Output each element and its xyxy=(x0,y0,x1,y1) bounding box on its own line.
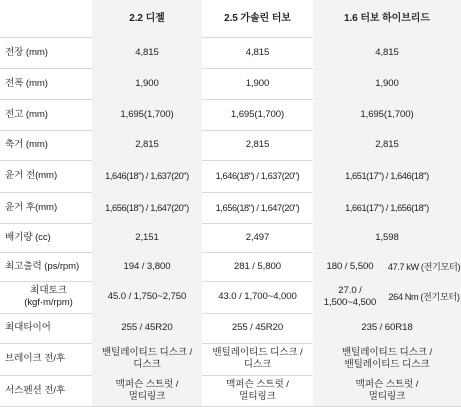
row-label: 축거 (mm) xyxy=(5,139,48,150)
cell-line: 맥퍼슨 스트럿 / xyxy=(355,378,419,390)
cell-value: 4,815 xyxy=(245,46,270,58)
cell-line: 디스크 xyxy=(243,359,272,370)
cell-value: 1,646(18") / 1,637(20") xyxy=(215,171,300,181)
header-blank xyxy=(0,0,92,37)
row-label: 서스펜션 전/후 xyxy=(5,384,66,396)
cell-value: 235 / 60R18 xyxy=(313,313,461,343)
cell-value: 2,151 xyxy=(92,223,202,252)
cell-value-motor: 264 Nm (전기모터) xyxy=(387,281,461,313)
row-label: 최고출력 (ps/rpm) xyxy=(5,260,80,272)
cell-value: 1,900 xyxy=(313,68,461,99)
cell-value: 2,815 xyxy=(92,130,202,160)
cell-value: 2,815 xyxy=(313,130,461,160)
cell-line: 디스크 xyxy=(133,359,161,370)
cell-value: 255 / 45R20 xyxy=(92,313,202,343)
cell-line: 밴틸레이티드 디스크 / xyxy=(212,347,303,358)
cell-value: 2,497 xyxy=(245,231,270,243)
cell-value: 1,900 xyxy=(245,77,270,89)
table-row xyxy=(0,68,461,100)
table-row xyxy=(0,375,461,407)
table-row xyxy=(0,99,461,131)
cell-value-engine xyxy=(313,281,387,313)
cell-value-engine: 180 / 5,500 xyxy=(313,252,387,281)
cell-line: 1,500~4,500 xyxy=(323,297,377,308)
table-header xyxy=(0,0,461,38)
cell-value: 2,815 xyxy=(245,139,270,150)
header-diesel: 2.2 디젤 xyxy=(92,0,202,37)
row-label: 전고 (mm) xyxy=(5,108,48,120)
row-label: 최대토크 (kgf·m/rpm) xyxy=(24,285,73,308)
cell-value: 1,900 xyxy=(92,68,202,99)
cell-line: 맥퍼슨 스트럿 / xyxy=(226,378,289,390)
header-turbo-hybrid: 1.6 터보 하이브리드 xyxy=(313,0,461,37)
cell-value: 1,656(18") / 1,647(20") xyxy=(92,192,202,223)
row-label: 윤거 후(mm) xyxy=(5,201,58,213)
table-row xyxy=(0,37,461,69)
cell-value: 1,598 xyxy=(313,223,461,252)
cell-value: 1,695(1,700) xyxy=(92,99,202,130)
cell-value: 194 / 3,800 xyxy=(92,252,202,281)
cell-value: 1,695(1,700) xyxy=(313,99,461,130)
table-row xyxy=(0,192,461,224)
cell-value-motor: 47.7 kW (전기모터) xyxy=(387,252,461,281)
cell-line: 밴틸레이티드 디스크 / xyxy=(341,347,433,358)
row-label: 윤거 전(mm) xyxy=(5,170,58,181)
cell-line: 밴틸레이티드 디스크 xyxy=(344,359,430,370)
header-gasoline-turbo: 2.5 가솔린 터보 xyxy=(224,12,291,24)
cell-value: 1,651(17") / 1,646(18") xyxy=(313,160,461,192)
cell-line: 멀티링크 xyxy=(239,390,276,402)
cell-value: 1,661(17") / 1,656(18") xyxy=(313,192,461,223)
row-label: 전폭 (mm) xyxy=(5,77,48,89)
cell-line: 맥퍼슨 스트럿 / xyxy=(115,378,179,390)
cell-value: 4,815 xyxy=(313,37,461,68)
cell-line: 27.0 / xyxy=(338,285,362,296)
row-label: 배기량 (cc) xyxy=(5,231,51,243)
cell-value: 255 / 45R20 xyxy=(231,322,284,333)
row-label: 최대타이어 xyxy=(5,322,51,333)
cell-value xyxy=(92,343,202,375)
table-row xyxy=(0,223,461,253)
cell-value: 43.0 / 1,700~4,000 xyxy=(218,291,297,302)
cell-value: 1,656(18") / 1,647(20") xyxy=(215,202,300,213)
cell-value: 281 / 5,800 xyxy=(234,260,281,272)
table-row xyxy=(0,160,461,193)
cell-value xyxy=(92,375,202,406)
cell-value xyxy=(202,375,313,406)
table-row xyxy=(0,313,461,344)
cell-line: 멀티링크 xyxy=(368,390,406,402)
table-row xyxy=(0,343,461,376)
cell-value xyxy=(202,343,313,375)
row-label: 브레이크 전/후 xyxy=(5,353,66,364)
cell-value: 4,815 xyxy=(92,37,202,68)
cell-value: 1,695(1,700) xyxy=(230,108,285,120)
cell-value: 1,646(18") / 1,637(20") xyxy=(92,160,202,192)
cell-value xyxy=(313,343,461,375)
table-row xyxy=(0,281,461,314)
cell-value xyxy=(313,375,461,406)
row-label: 전장 (mm) xyxy=(5,46,48,58)
cell-line: 멀티링크 xyxy=(128,390,166,402)
cell-value: 45.0 / 1,750~2,750 xyxy=(92,281,202,313)
cell-line: 밴틸레이티드 디스크 / xyxy=(101,347,193,358)
table-row xyxy=(0,252,461,282)
table-row xyxy=(0,130,461,161)
